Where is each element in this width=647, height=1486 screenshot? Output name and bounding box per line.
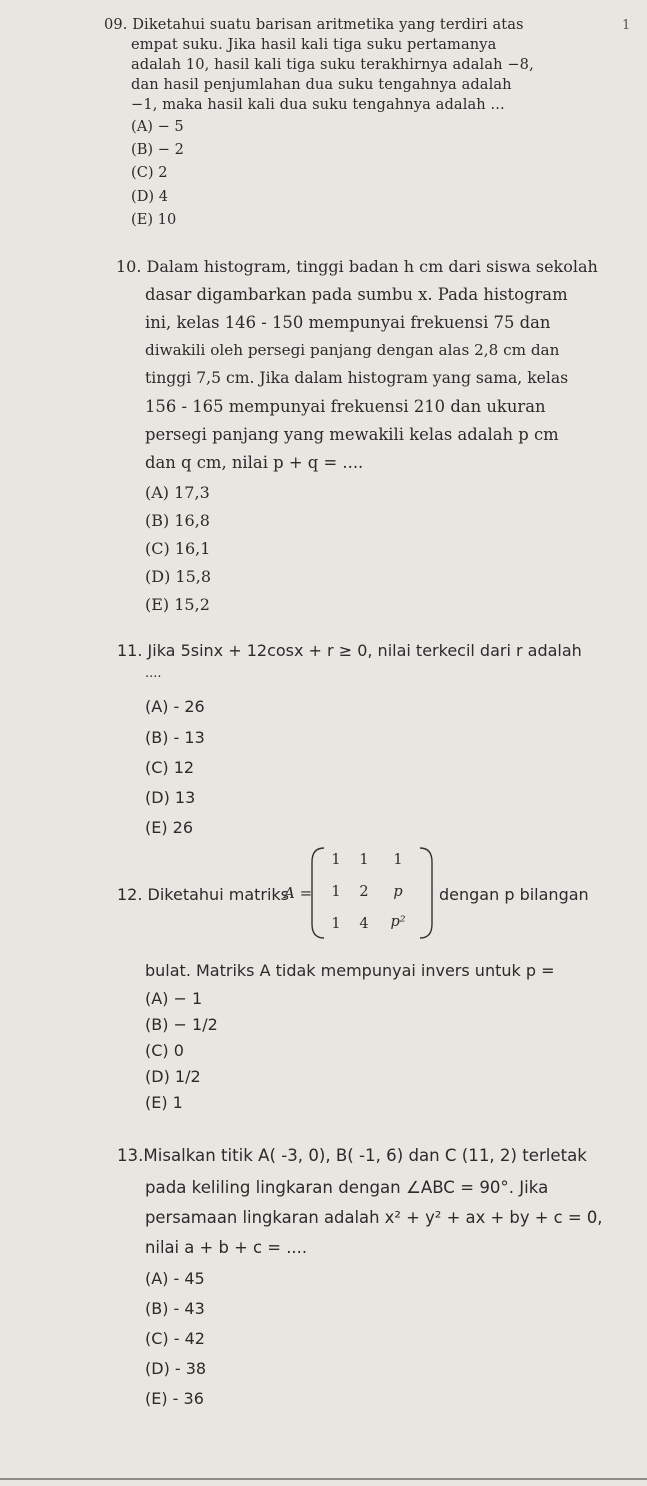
option-b[interactable]: (B) − 1/2 <box>145 1015 218 1034</box>
option-a[interactable]: (A) - 26 <box>145 697 205 716</box>
question-9-line: adalah 10, hasil kali tiga suku terakhirnya adalah −8, <box>131 56 534 73</box>
option-a[interactable]: (A) − 5 <box>131 118 184 135</box>
bottom-divider <box>0 1478 647 1480</box>
option-e[interactable]: (E) - 36 <box>145 1389 204 1408</box>
option-c[interactable]: (C) 2 <box>131 164 168 181</box>
option-b[interactable]: (B) - 43 <box>145 1299 205 1318</box>
option-a[interactable]: (A) − 1 <box>145 989 203 1008</box>
option-b[interactable]: (B) − 2 <box>131 141 184 158</box>
option-c[interactable]: (C) 0 <box>145 1041 184 1060</box>
option-d[interactable]: (D) 13 <box>145 788 196 807</box>
option-e[interactable]: (E) 15,2 <box>145 595 210 614</box>
question-10-line: 156 - 165 mempunyai frekuensi 210 dan ukuran <box>145 397 546 416</box>
matrix-cell: 1 <box>331 884 341 900</box>
option-d[interactable]: (D) 15,8 <box>145 567 212 586</box>
question-10-line: ini, kelas 146 - 150 mempunyai frekuensi 75 dan <box>145 313 551 332</box>
question-10-line: dasar digambarkan pada sumbu x. Pada histogram <box>145 285 568 304</box>
matrix-cell: 1 <box>393 852 403 868</box>
question-13-line: nilai a + b + c = .... <box>145 1238 308 1257</box>
question-10-line: diwakili oleh persegi panjang dengan alas 2,8 cm dan <box>145 341 560 359</box>
question-10-line: persegi panjang yang mewakili kelas adalah p cm <box>145 425 559 444</box>
option-d[interactable]: (D) - 38 <box>145 1359 207 1378</box>
matrix-label: A = <box>284 884 313 902</box>
question-9-line: empat suku. Jika hasil kali tiga suku pertamanya <box>131 36 497 53</box>
question-9-line: dan hasil penjumlahan dua suku tengahnya adalah <box>131 76 512 93</box>
question-11-line: .... <box>145 666 162 681</box>
matrix-cell: 1 <box>331 916 341 932</box>
edge-mark: 1 <box>622 18 631 33</box>
option-c[interactable]: (C) 12 <box>145 758 195 777</box>
question-10-line: 10. Dalam histogram, tinggi badan h cm dari siswa sekolah <box>116 257 598 276</box>
matrix-cell: 4 <box>359 916 369 932</box>
option-e[interactable]: (E) 1 <box>145 1093 183 1112</box>
question-9-line: 09. Diketahui suatu barisan aritmetika yang terdiri atas <box>104 16 524 33</box>
option-a[interactable]: (A) 17,3 <box>145 483 210 502</box>
matrix-cell: 1 <box>331 852 341 868</box>
option-d[interactable]: (D) 1/2 <box>145 1067 201 1086</box>
question-13-line: persamaan lingkaran adalah x² + y² + ax + by + c = 0, <box>145 1208 603 1227</box>
matrix-cell: p <box>393 884 403 900</box>
matrix-cell: 2 <box>359 884 369 900</box>
option-e[interactable]: (E) 10 <box>131 211 177 228</box>
matrix-a <box>284 842 434 944</box>
option-b[interactable]: (B) 16,8 <box>145 511 210 530</box>
question-13-line: pada keliling lingkaran dengan ∠ABC = 90°. Jika <box>145 1178 549 1197</box>
option-b[interactable]: (B) - 13 <box>145 728 205 747</box>
question-12-line: bulat. Matriks A tidak mempunyai invers untuk p = <box>145 961 555 980</box>
option-e[interactable]: (E) 26 <box>145 818 194 837</box>
question-11-line: 11. Jika 5sinx + 12cosx + r ≥ 0, nilai terkecil dari r adalah <box>117 641 582 660</box>
question-10-line: tinggi 7,5 cm. Jika dalam histogram yang sama, kelas <box>145 369 569 387</box>
question-13-line: 13.Misalkan titik A( -3, 0), B( -1, 6) dan C (11, 2) terletak <box>117 1146 587 1165</box>
option-a[interactable]: (A) - 45 <box>145 1269 205 1288</box>
matrix-cell: p² <box>390 914 406 930</box>
question-12-line: 12. Diketahui matriks <box>117 885 290 904</box>
matrix-cell: 1 <box>359 852 369 868</box>
option-c[interactable]: (C) 16,1 <box>145 539 211 558</box>
question-10-line: dan q cm, nilai p + q = .... <box>145 453 364 472</box>
option-c[interactable]: (C) - 42 <box>145 1329 205 1348</box>
option-d[interactable]: (D) 4 <box>131 188 169 205</box>
question-9-line: −1, maka hasil kali dua suku tengahnya adalah ... <box>131 96 505 113</box>
question-12-line: dengan p bilangan <box>439 885 589 904</box>
